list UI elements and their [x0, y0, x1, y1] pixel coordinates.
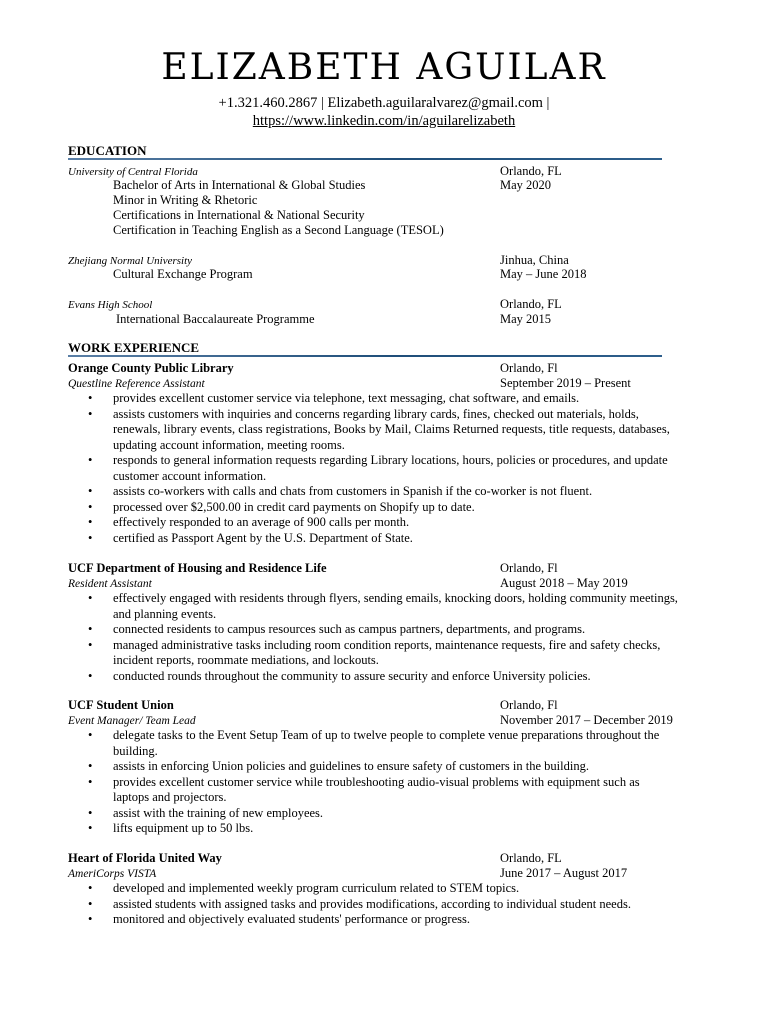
list-item: • certified as Passport Agent by the U.S. Department of State.	[88, 531, 678, 547]
institution-name: Evans High School	[68, 299, 153, 311]
date: May – June 2018	[500, 267, 587, 281]
list-item: • monitored and objectively evaluated students' performance or progress.	[88, 912, 678, 928]
location: Orlando, FL	[500, 851, 562, 865]
date: August 2018 – May 2019	[500, 576, 628, 590]
institution-name: Zhejiang Normal University	[68, 255, 193, 267]
education-heading: EDUCATION	[68, 143, 147, 158]
candidate-name: ELIZABETH AGUILAR	[161, 47, 607, 88]
certification: Certification in Teaching English as a Second Language (TESOL)	[113, 223, 444, 237]
date: November 2017 – December 2019	[500, 713, 673, 727]
job-role-row	[68, 866, 678, 882]
list-item: • assists co-workers with calls and chats from customers in Spanish if the co-worker is not fluent.	[88, 484, 678, 500]
linkedin-url[interactable]: https://www.linkedin.com/in/aguilarelizabeth	[252, 113, 516, 129]
list-item: • provides excellent customer service while troubleshooting audio-visual problems with equipment such as laptops and projectors.	[88, 775, 678, 806]
list-item: • conducted rounds throughout the community to assure security and enforce University policies.	[88, 669, 678, 685]
education-entry	[68, 297, 678, 313]
location: Jinhua, China	[500, 253, 569, 267]
location: Orlando, Fl	[500, 361, 558, 375]
job-header	[68, 361, 678, 376]
list-item: • effectively engaged with residents through flyers, sending emails, knocking doors, holding community meetings, and planning events.	[88, 591, 678, 622]
list-item: • assists customers with inquiries and concerns regarding library cards, fines, checked out materials, holds, renewals, library events, class registrations, Books by Mail, Claims Returned requests, title requests, databases, updating account information, meeting rooms.	[88, 407, 678, 454]
linkedin-link[interactable]	[0, 112, 768, 130]
list-item: • provides excellent customer service via telephone, text messaging, chat software, and emails.	[88, 391, 678, 407]
job-duties	[88, 391, 678, 546]
job-title: Event Manager/ Team Lead	[68, 715, 196, 727]
degree: Bachelor of Arts in International & Global Studies	[113, 178, 366, 192]
employer-name: UCF Department of Housing and Residence Life	[68, 561, 327, 575]
employer-name: Orange County Public Library	[68, 361, 234, 375]
job-title: Resident Assistant	[68, 578, 152, 590]
date: May 2015	[500, 312, 552, 326]
work-experience-heading: WORK EXPERIENCE	[68, 340, 200, 355]
job-title: AmeriCorps VISTA	[68, 868, 157, 880]
location: Orlando, Fl	[500, 698, 558, 712]
job-header	[68, 698, 678, 713]
list-item: • assists in enforcing Union policies and guidelines to ensure safety of customers in the building.	[88, 759, 678, 775]
list-item: • effectively responded to an average of 900 calls per month.	[88, 515, 678, 531]
list-item: • managed administrative tasks including room condition reports, maintenance requests, fire and safety checks, incident reports, roommate mediations, and lockouts.	[88, 638, 678, 669]
list-item: • lifts equipment up to 50 lbs.	[88, 821, 678, 837]
section-divider	[68, 355, 662, 357]
location: Orlando, Fl	[500, 561, 558, 575]
list-item: • assist with the training of new employees.	[88, 806, 678, 822]
institution-name: University of Central Florida	[68, 166, 198, 178]
list-item: • processed over $2,500.00 in credit card payments on Shopify up to date.	[88, 500, 678, 516]
date: May 2020	[500, 178, 552, 192]
job-duties	[88, 728, 678, 837]
certification: Certifications in International & National Security	[113, 208, 365, 222]
list-item: • assisted students with assigned tasks and provides modifications, according to individual student needs.	[88, 897, 678, 913]
job-role-row	[68, 576, 678, 592]
section-divider	[68, 158, 662, 160]
list-item: • connected residents to campus resources such as campus partners, departments, and programs.	[88, 622, 678, 638]
list-item: • responds to general information requests regarding Library locations, hours, policies or procedures, and update customer account information.	[88, 453, 678, 484]
location: Orlando, FL	[500, 297, 562, 311]
list-item: • developed and implemented weekly program curriculum related to STEM topics.	[88, 881, 678, 897]
job-title: Questline Reference Assistant	[68, 378, 205, 390]
job-duties	[88, 591, 678, 684]
location: Orlando, FL	[500, 164, 562, 178]
list-item: • delegate tasks to the Event Setup Team of up to twelve people to complete venue preparations throughout the building.	[88, 728, 678, 759]
date: September 2019 – Present	[500, 376, 631, 390]
employer-name: Heart of Florida United Way	[68, 851, 222, 865]
employer-name: UCF Student Union	[68, 698, 174, 712]
program: Cultural Exchange Program	[113, 267, 253, 281]
job-header	[68, 561, 678, 576]
minor: Minor in Writing & Rhetoric	[113, 193, 258, 207]
job-header	[68, 851, 678, 866]
date: June 2017 – August 2017	[500, 866, 628, 880]
contact-info: +1.321.460.2867 | Elizabeth.aguilaralvarez@gmail.com |	[218, 95, 550, 111]
program: International Baccalaureate Programme	[116, 312, 315, 326]
job-role-row	[68, 376, 678, 392]
job-duties	[88, 881, 678, 928]
job-role-row	[68, 713, 678, 729]
